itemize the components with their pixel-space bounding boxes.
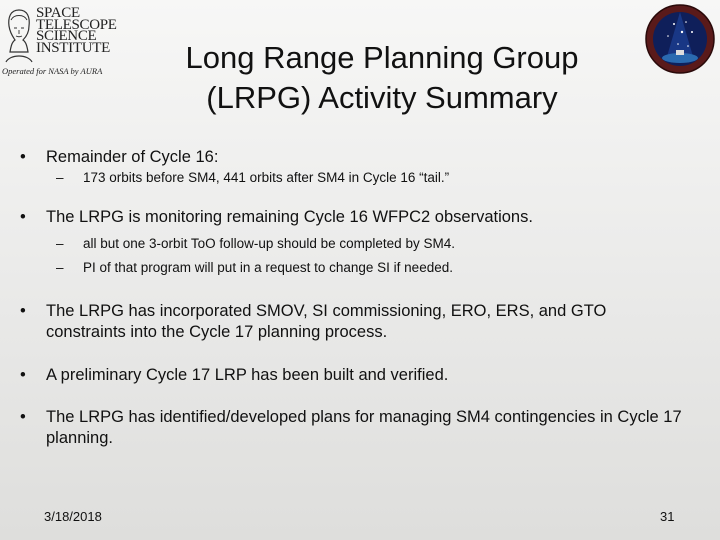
footer-page-number: 31 (660, 509, 675, 524)
mission-patch-icon (644, 2, 716, 76)
bullet-text: The LRPG is monitoring remaining Cycle 16 WFPC2 observations. (46, 208, 533, 226)
stsci-logo (2, 4, 118, 78)
bullet-text: The LRPG has incorporated SMOV, SI commissioning, ERO, ERS, and GTO constraints into the Cycle 17 planning process. (46, 302, 607, 341)
bullet-symbol: • (20, 148, 26, 166)
logo-line: TELESCOPE (36, 16, 117, 33)
bullet-symbol: • (20, 302, 26, 320)
logo-line: SCIENCE (36, 28, 97, 44)
sub-bullet-text: PI of that program will put in a request to change SI if needed. (83, 260, 453, 275)
stsci-portrait-icon (2, 6, 36, 66)
bullet-text: The LRPG has identified/developed plans for managing SM4 contingencies in Cycle 17 planning. (46, 408, 682, 447)
bullet-text: Remainder of Cycle 16: (46, 148, 219, 166)
sub-bullet-text: 173 orbits before SM4, 441 orbits after SM4 in Cycle 16 “tail.” (83, 170, 450, 185)
bullet-text: A preliminary Cycle 17 LRP has been built and verified. (46, 366, 449, 384)
sub-bullet-symbol: – (56, 236, 64, 251)
logo-line: INSTITUTE (36, 39, 110, 56)
bullet-symbol: • (20, 208, 26, 226)
bullet-symbol: • (20, 408, 26, 426)
sub-bullet-symbol: – (56, 260, 64, 275)
logo-line: SPACE (36, 5, 80, 21)
footer-date: 3/18/2018 (44, 509, 102, 524)
mission-patch (644, 2, 716, 76)
title-line-2: (LRPG) Activity Summary (206, 80, 558, 115)
title-line-1: Long Range Planning Group (185, 40, 579, 75)
logo-subtitle: Operated for NASA by AURA (2, 66, 103, 76)
stsci-wordmark (36, 5, 117, 56)
bullet-symbol: • (20, 366, 26, 384)
sub-bullet-symbol: – (56, 170, 64, 185)
sub-bullet-text: all but one 3-orbit ToO follow-up should be completed by SM4. (83, 236, 455, 251)
slide-title (120, 38, 644, 118)
